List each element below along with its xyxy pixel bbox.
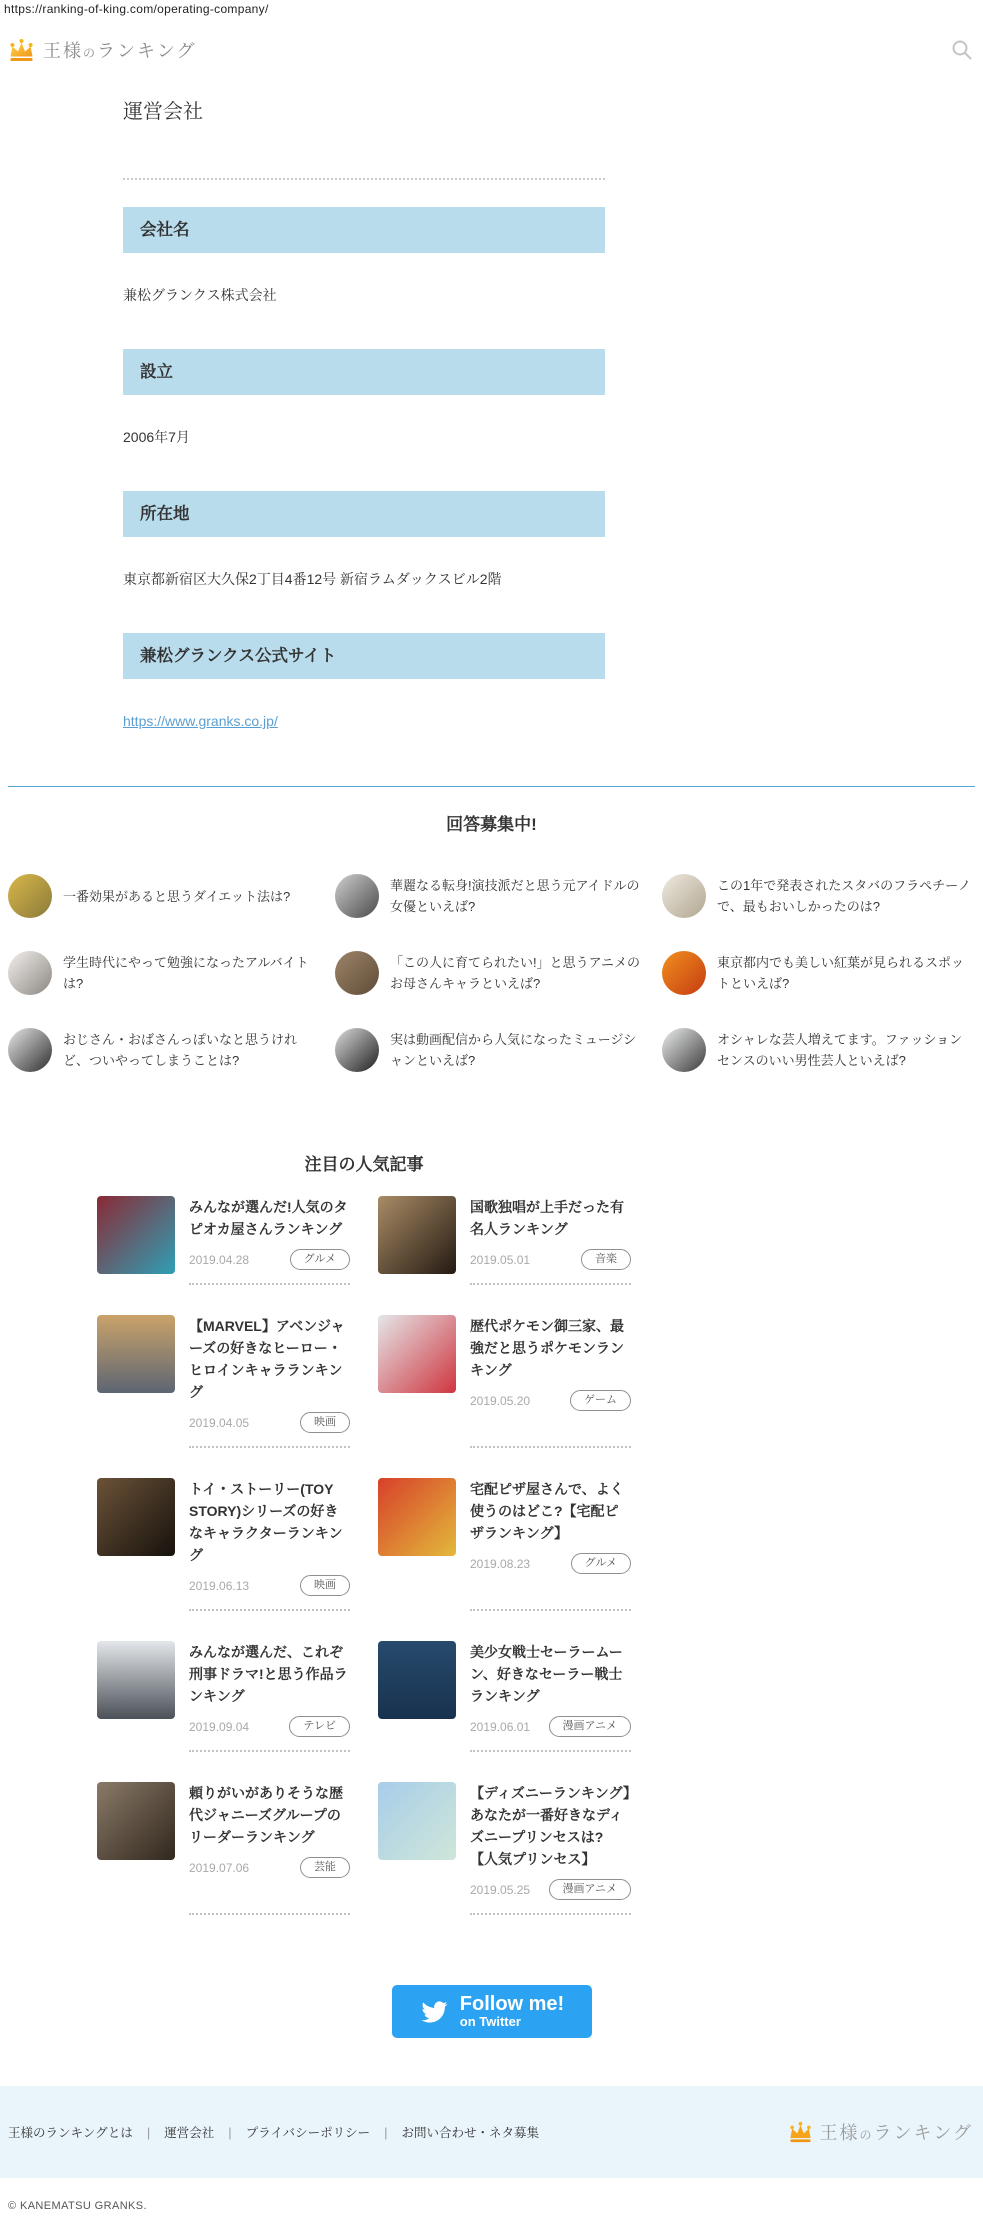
official-site-header: 兼松グランクス公式サイト <box>123 633 605 679</box>
answer-item[interactable] <box>8 951 321 995</box>
article-title[interactable]: 【MARVEL】アベンジャーズの好きなヒーロー・ヒロインキャラランキング <box>189 1318 345 1400</box>
answer-item[interactable] <box>335 951 648 995</box>
article-thumbnail <box>378 1478 456 1556</box>
footer-separator: | <box>384 2124 388 2140</box>
answer-item[interactable] <box>8 1028 321 1072</box>
footer-link-about[interactable]: 王様のランキングとは <box>8 2126 133 2140</box>
article-date: 2019.04.05 <box>189 1415 250 1430</box>
article-tag[interactable]: 芸能 <box>300 1857 350 1878</box>
answer-avatar <box>662 1028 706 1072</box>
article-date: 2019.05.25 <box>470 1882 531 1897</box>
answer-question-text: おじさん・おばさんっぽいなと思うけれど、ついやってしまうことは? <box>63 1032 298 1068</box>
article-card[interactable] <box>378 1782 631 1915</box>
article-tag[interactable]: グルメ <box>290 1249 350 1270</box>
article-thumbnail <box>97 1478 175 1556</box>
footer-link-operating-company[interactable]: 運営会社 <box>164 2126 215 2140</box>
article-card[interactable] <box>97 1478 350 1611</box>
answer-question-text: オシャレな芸人増えてます。ファッションセンスのいい男性芸人といえば? <box>717 1032 963 1068</box>
twitter-bird-icon <box>419 1999 450 2025</box>
footer-links <box>8 2123 539 2141</box>
answer-avatar <box>8 1028 52 1072</box>
answer-question-text: この1年で発表されたスタバのフラペチーノで、最もおいしかったのは? <box>717 878 971 914</box>
dotted-separator <box>123 178 605 180</box>
article-thumbnail <box>378 1782 456 1860</box>
footer <box>0 2086 983 2178</box>
answer-avatar <box>8 874 52 918</box>
on-twitter-label: on Twitter <box>459 2014 521 2029</box>
article-title[interactable]: 頼りがいがありそうな歴代ジャニーズグループのリーダーランキング <box>189 1785 343 1845</box>
article-date: 2019.06.13 <box>189 1578 250 1593</box>
footer-crown-icon <box>788 2121 813 2143</box>
twitter-follow-button[interactable] <box>392 1985 592 2038</box>
article-thumbnail <box>97 1641 175 1719</box>
company-info-section <box>97 100 631 786</box>
article-card[interactable] <box>378 1196 631 1285</box>
answer-avatar <box>335 1028 379 1072</box>
address-value: 東京都新宿区大久保2丁目4番12号 新宿ラムダックスビル2階 <box>123 571 502 587</box>
crown-icon <box>8 38 35 62</box>
article-title[interactable]: みんなが選んだ!人気のタピオカ屋さんランキング <box>189 1199 348 1237</box>
article-title[interactable]: 【ディズニーランキング】あなたが一番好きなディズニープリンセスは?【人気プリンセス】 <box>470 1785 630 1867</box>
company-name-value: 兼松グランクス株式会社 <box>123 287 277 303</box>
answer-question-text: 華麗なる転身!演技派だと思う元アイドルの女優といえば? <box>390 878 640 914</box>
article-tag[interactable]: 映画 <box>300 1575 350 1596</box>
answer-item[interactable] <box>335 1028 648 1072</box>
article-tag[interactable]: 漫画アニメ <box>549 1879 631 1900</box>
footer-link-privacy-policy[interactable]: プライバシーポリシー <box>245 2126 371 2140</box>
article-thumbnail <box>97 1315 175 1393</box>
article-card[interactable] <box>97 1315 350 1448</box>
answer-avatar <box>335 874 379 918</box>
article-thumbnail <box>378 1196 456 1274</box>
article-card[interactable] <box>378 1315 631 1448</box>
articles-grid <box>97 1196 631 1915</box>
article-date: 2019.06.01 <box>470 1719 531 1734</box>
article-thumbnail <box>97 1196 175 1274</box>
answer-avatar <box>335 951 379 995</box>
answer-avatar <box>662 874 706 918</box>
answer-item[interactable] <box>662 951 975 995</box>
article-date: 2019.04.28 <box>189 1252 250 1267</box>
article-thumbnail <box>378 1641 456 1719</box>
answers-heading: 回答募集中! <box>446 815 537 834</box>
site-logo[interactable] <box>8 37 196 63</box>
answer-item[interactable] <box>335 874 648 918</box>
company-name-header: 会社名 <box>123 207 605 253</box>
answer-question-text: 実は動画配信から人気になったミュージシャンといえば? <box>390 1032 637 1068</box>
blue-divider <box>8 786 975 787</box>
article-card[interactable] <box>378 1641 631 1752</box>
footer-link-contact[interactable]: お問い合わせ・ネタ募集 <box>401 2126 539 2140</box>
article-tag[interactable]: テレビ <box>289 1716 350 1737</box>
article-date: 2019.09.04 <box>189 1719 250 1734</box>
article-title[interactable]: 宅配ピザ屋さんで、よく使うのはどこ?【宅配ピザランキング】 <box>470 1481 624 1541</box>
article-card[interactable] <box>97 1196 350 1285</box>
article-thumbnail <box>97 1782 175 1860</box>
browser-url-text: https://ranking-of-king.com/operating-company/ <box>4 2 269 16</box>
established-value: 2006年7月 <box>123 429 190 445</box>
articles-heading: 注目の人気記事 <box>304 1155 424 1174</box>
answer-question-text: 学生時代にやって勉強になったアルバイトは? <box>63 955 309 991</box>
page-title: 運営会社 <box>123 101 203 123</box>
article-date: 2019.05.20 <box>470 1393 531 1408</box>
article-tag[interactable]: 音楽 <box>581 1249 631 1270</box>
article-tag[interactable]: グルメ <box>571 1553 631 1574</box>
answers-grid <box>8 874 975 1072</box>
article-title[interactable]: みんなが選んだ、これぞ刑事ドラマ!と思う作品ランキング <box>189 1644 348 1704</box>
follow-me-label: Follow me! <box>459 1993 565 2015</box>
footer-site-title: 王様のランキング <box>819 2123 973 2143</box>
established-header: 設立 <box>123 349 605 395</box>
address-header: 所在地 <box>123 491 605 537</box>
answer-question-text: 東京都内でも美しい紅葉が見られるスポットといえば? <box>717 955 965 991</box>
footer-separator: | <box>228 2124 232 2140</box>
article-card[interactable] <box>97 1641 350 1752</box>
article-title[interactable]: 美少女戦士セーラームーン、好きなセーラー戦士ランキング <box>470 1644 623 1704</box>
answer-item[interactable] <box>662 874 975 918</box>
article-tag[interactable]: ゲーム <box>570 1390 631 1411</box>
article-date: 2019.07.06 <box>189 1860 250 1875</box>
answer-avatar <box>662 951 706 995</box>
answer-avatar <box>8 951 52 995</box>
article-title[interactable]: 歴代ポケモン御三家、最強だと思うポケモンランキング <box>470 1318 624 1378</box>
article-card[interactable] <box>97 1782 350 1915</box>
article-date: 2019.08.23 <box>470 1556 531 1571</box>
answer-item[interactable] <box>662 1028 975 1072</box>
article-tag[interactable]: 映画 <box>300 1412 350 1433</box>
official-site-link[interactable]: https://www.granks.co.jp/ <box>123 713 278 729</box>
article-title[interactable]: 国歌独唱が上手だった有名人ランキング <box>470 1199 624 1237</box>
footer-logo[interactable] <box>788 2119 973 2145</box>
answer-question-text: 一番効果があると思うダイエット法は? <box>63 888 291 904</box>
article-card[interactable] <box>378 1478 631 1611</box>
copyright-text: © KANEMATSU GRANKS. <box>8 2200 147 2212</box>
search-icon[interactable] <box>951 39 973 61</box>
article-thumbnail <box>378 1315 456 1393</box>
article-date: 2019.05.01 <box>470 1252 531 1267</box>
answer-item[interactable] <box>8 874 321 918</box>
answer-question-text: 「この人に育てられたい!」と思うアニメのお母さんキャラといえば? <box>390 955 640 991</box>
article-tag[interactable]: 漫画アニメ <box>549 1716 631 1737</box>
site-header <box>0 16 983 70</box>
article-title[interactable]: トイ・ストーリー(TOY STORY)シリーズの好きなキャラクターランキング <box>189 1481 343 1563</box>
footer-separator: | <box>146 2124 151 2140</box>
site-title: 王様のランキング <box>43 41 197 61</box>
